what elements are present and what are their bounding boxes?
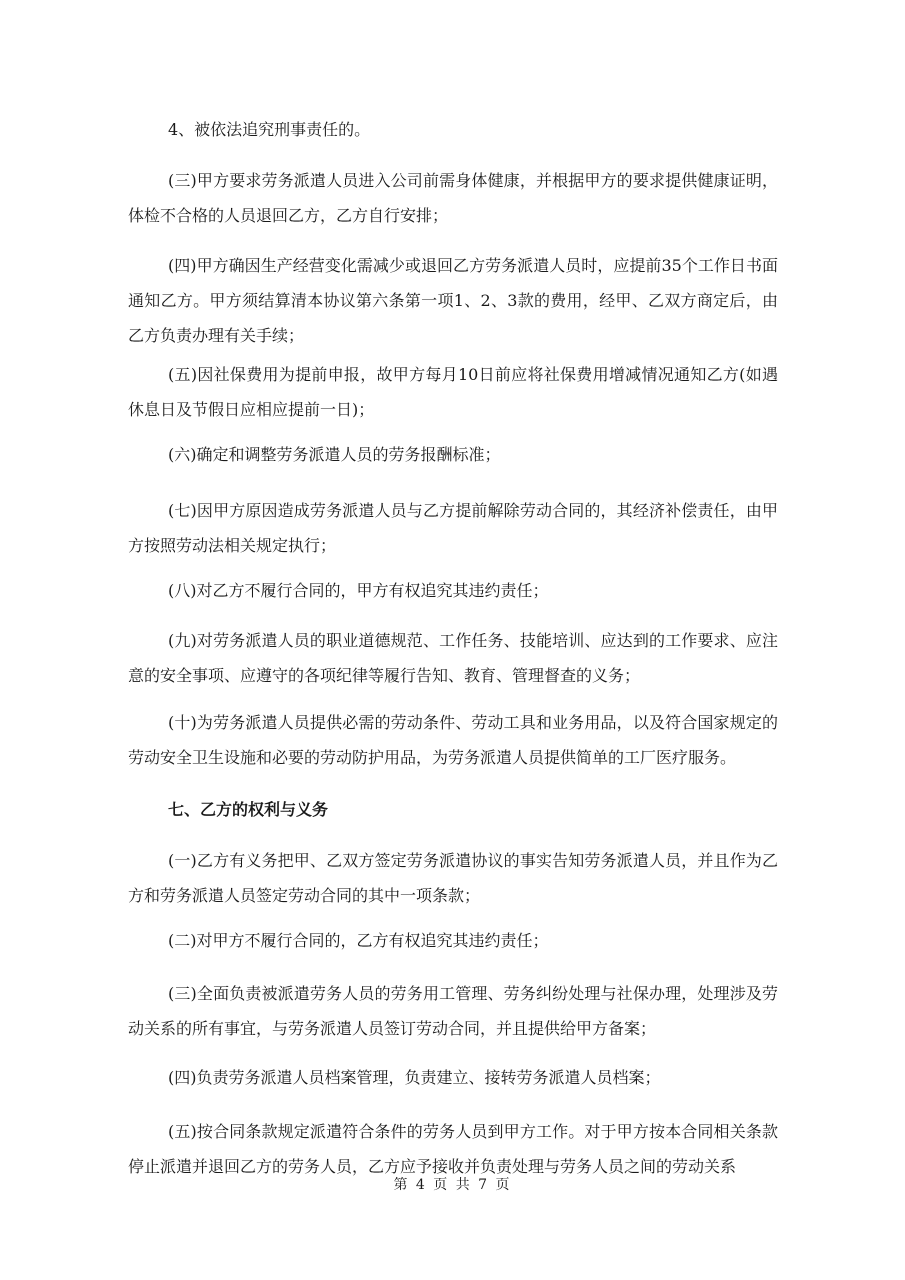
paragraph-b-clause-3: (三)全面负责被派遣劳务人员的劳务用工管理、劳务纠纷处理与社保办理，处理涉及劳动关系的所有事宜，与劳务派遣人员签订劳动合同，并且提供给甲方备案； [128,984,778,1038]
paragraph-clause-6: (六)确定和调整劳务派遣人员的劳务报酬标准； [168,445,501,464]
paragraph-clause-7: (七)因甲方原因造成劳务派遣人员与乙方提前解除劳动合同的，其经济补偿责任，由甲方按照劳动法相关规定执行； [128,501,778,555]
paragraph-clause-9: (九)对劳务派遣人员的职业道德规范、工作任务、技能培训、应达到的工作要求、应注意的安全事项、应遵守的各项纪律等履行告知、教育、管理督查的义务； [128,631,778,685]
page-number-footer: 第 4 页 共 7 页 [393,1177,512,1193]
paragraph-clause-8: (八)对乙方不履行合同的，甲方有权追究其违约责任； [168,581,549,600]
paragraph-clause-3: (三)甲方要求劳务派遣人员进入公司前需身体健康，并根据甲方的要求提供健康证明，体检不合格的人员退回乙方，乙方自行安排； [128,171,778,225]
paragraph-b-clause-1: (一)乙方有义务把甲、乙双方签定劳务派遣协议的事实告知劳务派遣人员，并且作为乙方和劳务派遣人员签定劳动合同的其中一项条款； [128,851,778,905]
paragraph-clause-5: (五)因社保费用为提前申报，故甲方每月10日前应将社保费用增减情况通知乙方(如遇休息日及节假日应相应提前一日)； [128,365,778,419]
paragraph-clause-4: (四)甲方确因生产经营变化需减少或退回乙方劳务派遣人员时，应提前35个工作日书面通知乙方。甲方须结算清本协议第六条第一项1、2、3款的费用，经甲、乙双方商定后，由乙方负责办理有关手续； [128,256,778,345]
paragraph-b-clause-4: (四)负责劳务派遣人员档案管理，负责建立、接转劳务派遣人员档案； [168,1068,661,1087]
section-heading: 七、乙方的权利与义务 [168,800,329,819]
paragraph-item-4: 4、被依法追究刑事责任的。 [168,120,371,139]
paragraph-b-clause-5: (五)按合同条款规定派遣符合条件的劳务人员到甲方工作。对于甲方按本合同相关条款停止派遣并退回乙方的劳务人员，乙方应予接收并负责处理与劳务人员之间的劳动关系 [128,1122,778,1176]
paragraph-b-clause-2: (二)对甲方不履行合同的，乙方有权追究其违约责任； [168,931,549,950]
paragraph-clause-10: (十)为劳务派遣人员提供必需的劳动条件、劳动工具和业务用品，以及符合国家规定的劳动安全卫生设施和必要的劳动防护用品，为劳务派遣人员提供简单的工厂医疗服务。 [128,713,778,767]
